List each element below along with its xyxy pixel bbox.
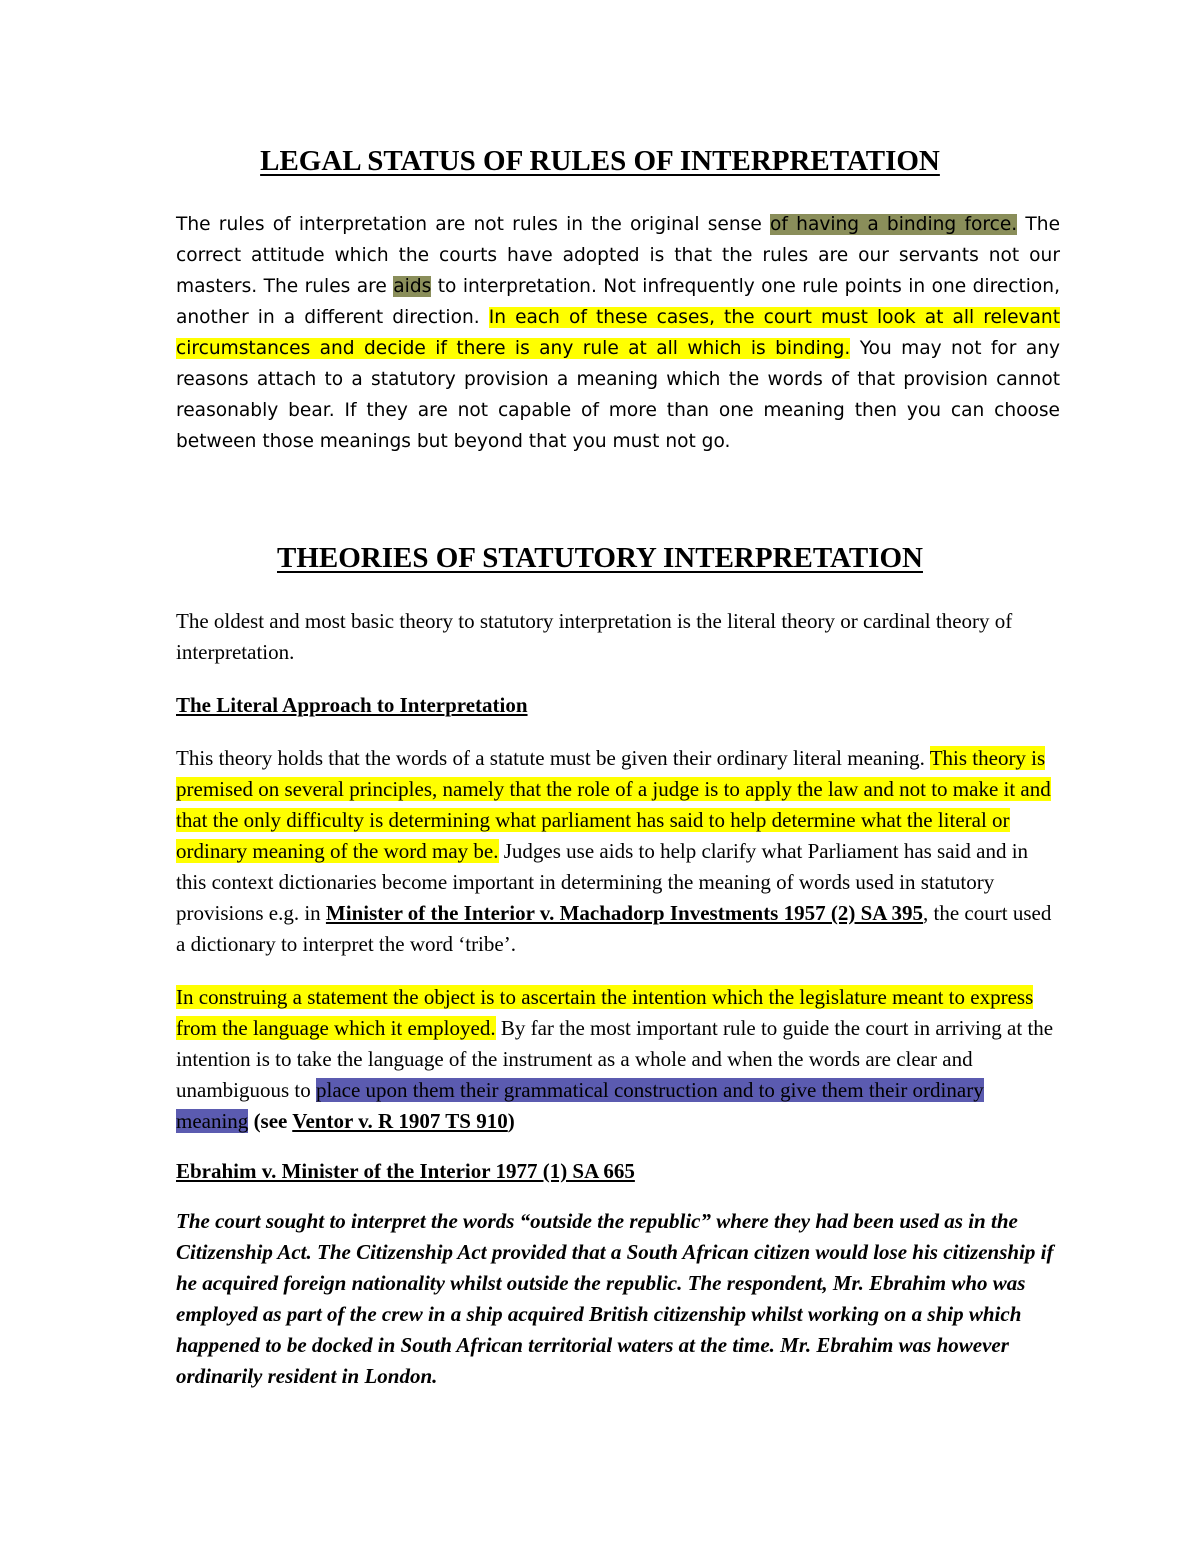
text-run: to interpretation. Not infrequently one rule points in one direction, another in a different direction. xyxy=(176,275,1060,328)
text-run: The correct attitude which the courts have adopted is that the rules are our servants not our masters. The rules are xyxy=(176,213,1061,297)
highlight-olive: aids xyxy=(393,275,432,297)
text-run: ) xyxy=(507,1108,515,1133)
paragraph-legal-status xyxy=(176,209,1060,457)
highlight-olive: of having a binding force. xyxy=(770,213,1018,235)
paragraph-oldest-theory: The oldest and most basic theory to statutory interpretation is the literal theory or cardinal theory of interpretation. xyxy=(176,608,1013,664)
case-citation: Minister of the Interior v. Machadorp Investments 1957 (2) SA 395 xyxy=(325,900,924,925)
paragraph-ebrahim-facts: The court sought to interpret the words “outside the republic” where they had been used as in the Citizenship Act. The Citizenship Act provided that a South African citizen would lose his citizenship if he acquired foreign nationality whilst outside the republic. The respondent, Mr. Ebrahim who was employed as part of the crew in a ship acquired British citizenship whilst working on a ship which happened to be docked in South African territorial waters at the time. Mr. Ebrahim was however ordinarily resident in London. xyxy=(176,1208,1054,1388)
text-run: You may not for any reasons attach to a statutory provision a meaning which the words of that provision cannot reasonably bear. If they are not capable of more than one meaning then you can choose between those meanings but beyond that you must not go. xyxy=(176,337,1061,452)
text-run: The rules of interpretation are not rules in the original sense xyxy=(176,213,771,235)
highlight-yellow: In each of these cases, the court must look at all relevant circumstances and decide if there is any rule at all which is binding. xyxy=(176,306,1060,359)
text-run: By far the most important rule to guide the court in arriving at the intention is to take the language of the instrument as a whole and when the words are clear and unambiguous to xyxy=(176,1015,1054,1102)
text-run: This theory holds that the words of a statute must be given their ordinary literal meaning. xyxy=(176,745,930,770)
text-run: Judges use aids to help clarify what Parliament has said and in this context dictionaries become important in determining the meaning of words used in statutory provisions e.g. in xyxy=(176,838,1029,925)
paragraph-construing-statement xyxy=(176,982,1060,1137)
highlight-yellow: This theory is premised on several principles, namely that the role of a judge is to apply the law and not to make it and that the only difficulty is determining what parliament has said to help determine what the literal or ordinary meaning of the word may be. xyxy=(176,745,1051,863)
heading-theories: THEORIES OF STATUTORY INTERPRETATION xyxy=(277,541,923,574)
subheading-ebrahim-case: Ebrahim v. Minister of the Interior 1977 (1) SA 665 xyxy=(176,1158,635,1183)
case-citation: Ventor v. R 1907 TS 910 xyxy=(292,1108,508,1133)
highlight-yellow: In construing a statement the object is to ascertain the intention which the legislature meant to express from the language which it employed. xyxy=(176,984,1034,1040)
text-run: (see xyxy=(248,1108,293,1133)
highlight-blue: place upon them their grammatical construction and to give them their ordinary meaning xyxy=(176,1077,984,1133)
text-run: , the court used a dictionary to interpret the word ‘tribe’. xyxy=(176,900,1052,956)
heading-legal-status: LEGAL STATUS OF RULES OF INTERPRETATION xyxy=(260,145,940,177)
paragraph-literal-theory xyxy=(176,743,1060,960)
subheading-literal-approach: The Literal Approach to Interpretation xyxy=(176,692,528,717)
